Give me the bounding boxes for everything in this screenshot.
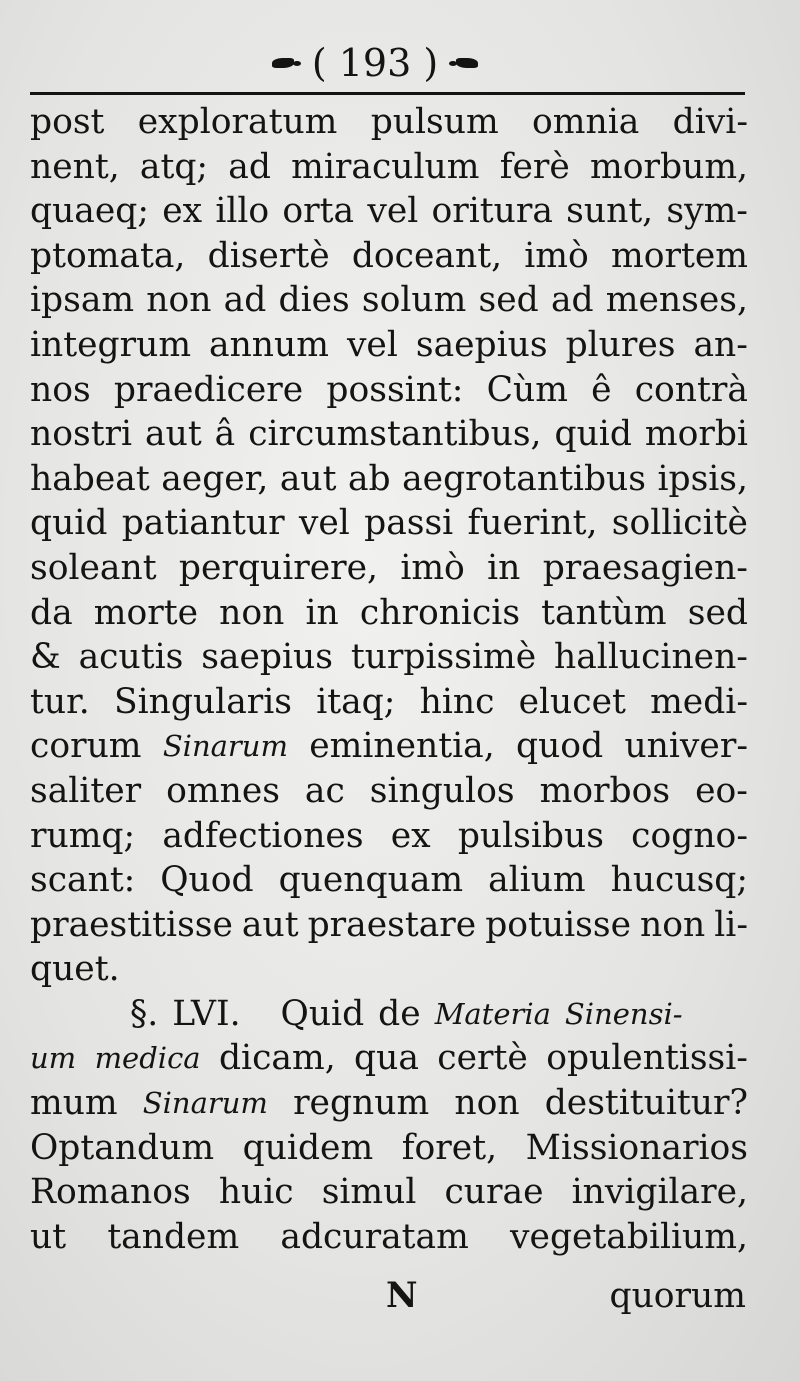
word: menses, bbox=[605, 280, 748, 321]
word: aut bbox=[145, 414, 202, 455]
word: adcuratam bbox=[280, 1216, 469, 1257]
word: morbos bbox=[539, 770, 671, 811]
word: ex bbox=[390, 815, 431, 856]
word: opulentissi- bbox=[546, 1038, 748, 1079]
word: qua bbox=[354, 1038, 419, 1079]
text-line bbox=[30, 858, 748, 903]
word: huic bbox=[218, 1172, 294, 1213]
word: orta bbox=[282, 191, 355, 232]
word: eminentia, bbox=[309, 726, 495, 767]
word: de bbox=[378, 993, 421, 1034]
text-line bbox=[30, 1126, 748, 1171]
word: ab bbox=[347, 458, 391, 499]
word: plures bbox=[565, 324, 676, 365]
word: singulos bbox=[369, 770, 515, 811]
word: ipsis, bbox=[657, 458, 748, 499]
word: elucet bbox=[518, 681, 626, 722]
word: acutis bbox=[78, 637, 184, 678]
italic-word: medica bbox=[94, 1041, 201, 1076]
word: oritura bbox=[431, 191, 553, 232]
word: possint: bbox=[326, 369, 464, 410]
word: solum bbox=[361, 280, 467, 321]
page-header bbox=[250, 38, 500, 88]
word: eo- bbox=[695, 770, 748, 811]
word: rumq; bbox=[30, 815, 136, 856]
word: chronicis bbox=[359, 592, 521, 633]
word: morte bbox=[93, 592, 199, 633]
text-line bbox=[30, 278, 748, 323]
word: Optandum bbox=[30, 1127, 215, 1168]
word: omnia bbox=[532, 102, 640, 142]
word: sed bbox=[687, 592, 748, 633]
text-line bbox=[30, 100, 748, 145]
word: tandem bbox=[107, 1216, 240, 1257]
word: Missionarios bbox=[525, 1127, 748, 1168]
word: perquirere, bbox=[178, 547, 379, 588]
word: Quod bbox=[160, 860, 254, 901]
word: Quid bbox=[280, 993, 365, 1034]
text-line bbox=[30, 724, 748, 769]
text-line bbox=[30, 947, 748, 992]
word: tantùm bbox=[541, 592, 667, 633]
word: in bbox=[305, 592, 339, 633]
word: simul bbox=[321, 1172, 417, 1213]
word: pulsum bbox=[370, 102, 499, 142]
text-line bbox=[30, 457, 748, 502]
text-line bbox=[30, 501, 748, 546]
word: hallucinen- bbox=[554, 637, 748, 678]
word: miraculum bbox=[291, 146, 480, 187]
word: aut bbox=[279, 458, 337, 499]
word: cogno- bbox=[631, 815, 748, 856]
word: non bbox=[454, 1083, 520, 1124]
word: curae bbox=[444, 1172, 544, 1213]
word: illo bbox=[215, 191, 270, 232]
catchword: quorum bbox=[609, 1276, 746, 1316]
word: praedicere bbox=[113, 369, 304, 410]
word: ut bbox=[30, 1216, 67, 1257]
right-ornament-icon bbox=[448, 55, 480, 71]
word: quid bbox=[554, 414, 632, 455]
header-rule bbox=[30, 92, 745, 95]
word: ad bbox=[550, 280, 594, 321]
text-line bbox=[30, 1081, 748, 1126]
word: morbum, bbox=[590, 146, 748, 187]
word: ac bbox=[304, 770, 345, 811]
text-line bbox=[30, 635, 748, 680]
word: potuisse bbox=[485, 904, 632, 945]
word: Cùm bbox=[486, 369, 568, 410]
word: integrum bbox=[30, 324, 192, 365]
text-line bbox=[30, 1215, 748, 1260]
word: praestitisse bbox=[30, 904, 233, 945]
word: omnes bbox=[166, 770, 280, 811]
word: â bbox=[214, 414, 236, 455]
word: vel bbox=[367, 191, 419, 232]
word: §. bbox=[130, 993, 159, 1034]
text-line bbox=[30, 323, 748, 368]
word: ipsam bbox=[30, 280, 135, 321]
word: ferè bbox=[499, 146, 570, 187]
word: ptomata, bbox=[30, 235, 186, 276]
word: non bbox=[640, 904, 706, 945]
page-footer bbox=[30, 1268, 748, 1318]
word: habeat bbox=[30, 458, 150, 499]
word: sym- bbox=[666, 191, 748, 232]
italic-word: Sinensi- bbox=[564, 996, 683, 1031]
word: vel bbox=[298, 503, 350, 544]
word: regnum bbox=[293, 1083, 430, 1124]
text-line bbox=[30, 992, 748, 1037]
text-line bbox=[30, 145, 748, 190]
text-line bbox=[30, 189, 748, 234]
word: destituitur? bbox=[544, 1083, 748, 1124]
word: ê bbox=[591, 369, 612, 410]
word: certè bbox=[437, 1038, 528, 1079]
word: non bbox=[219, 592, 285, 633]
text-line bbox=[30, 1170, 748, 1215]
text-line bbox=[30, 680, 748, 725]
word: imò bbox=[524, 235, 589, 276]
word: saliter bbox=[30, 770, 142, 811]
word: li- bbox=[714, 904, 748, 945]
word: dicam, bbox=[218, 1038, 336, 1079]
text-line bbox=[30, 368, 748, 413]
word: circumstantibus, bbox=[248, 414, 542, 455]
word: disertè bbox=[207, 235, 330, 276]
text-line bbox=[30, 591, 748, 636]
word: quaeq; bbox=[30, 191, 149, 232]
word: Singularis bbox=[113, 681, 292, 722]
word: an- bbox=[693, 324, 748, 365]
word: quenquam bbox=[278, 860, 464, 901]
text-line bbox=[30, 546, 748, 591]
word: praesagien- bbox=[542, 547, 748, 588]
word: alium bbox=[488, 860, 586, 901]
word: nos bbox=[30, 369, 91, 410]
word: atq; bbox=[139, 146, 209, 187]
body-text bbox=[30, 100, 748, 1259]
word: nent, bbox=[30, 146, 120, 187]
word: praestare bbox=[307, 904, 477, 945]
word: passi bbox=[364, 503, 454, 544]
word: invigilare, bbox=[571, 1172, 748, 1213]
word: LVI. bbox=[172, 993, 241, 1034]
word: aut bbox=[241, 904, 299, 945]
word: nostri bbox=[30, 414, 133, 455]
word: saepius bbox=[415, 324, 548, 365]
word: non bbox=[146, 280, 212, 321]
word: aegrotantibus bbox=[402, 458, 646, 499]
word: mortem bbox=[610, 235, 748, 276]
word: ad bbox=[223, 280, 267, 321]
word: foret, bbox=[401, 1127, 498, 1168]
word: sunt, bbox=[566, 191, 654, 232]
word: post bbox=[30, 102, 105, 142]
word: & bbox=[30, 637, 61, 678]
word: contrà bbox=[634, 369, 748, 410]
word: scant: bbox=[30, 860, 136, 901]
word: sed bbox=[478, 280, 539, 321]
word: Romanos bbox=[30, 1172, 191, 1213]
italic-word: um bbox=[30, 1041, 77, 1076]
word: annum bbox=[209, 324, 329, 365]
word: sollicitè bbox=[611, 503, 748, 544]
text-line bbox=[30, 412, 748, 457]
word: ex bbox=[162, 191, 203, 232]
word: quidem bbox=[242, 1127, 374, 1168]
word: tur. bbox=[30, 681, 90, 722]
word: vel bbox=[346, 324, 398, 365]
text-line bbox=[30, 814, 748, 859]
word: hinc bbox=[419, 681, 495, 722]
word: doceant, bbox=[351, 235, 503, 276]
italic-word: Materia bbox=[434, 996, 551, 1031]
word: quet. bbox=[30, 949, 120, 990]
italic-word: Sinarum bbox=[162, 729, 288, 764]
signature-mark: N bbox=[386, 1276, 418, 1316]
word: imò bbox=[400, 547, 465, 588]
word: saepius bbox=[201, 637, 333, 678]
word: exploratum bbox=[137, 102, 338, 142]
word: quod bbox=[516, 726, 604, 767]
word: mum bbox=[30, 1083, 118, 1124]
word: adfectiones bbox=[162, 815, 364, 856]
italic-word: Sinarum bbox=[142, 1086, 268, 1121]
word: itaq; bbox=[316, 681, 396, 722]
text-line bbox=[30, 1036, 748, 1081]
word: univer- bbox=[624, 726, 748, 767]
word: corum bbox=[30, 726, 142, 767]
word: quid bbox=[30, 503, 108, 544]
word: divi- bbox=[672, 102, 748, 142]
word: aeger, bbox=[161, 458, 269, 499]
left-ornament-icon bbox=[270, 55, 302, 71]
word: patiantur bbox=[121, 503, 285, 544]
text-line bbox=[30, 234, 748, 279]
text-line bbox=[30, 769, 748, 814]
text-line bbox=[30, 903, 748, 948]
page-number: ( 193 ) bbox=[311, 41, 439, 85]
word: da bbox=[30, 592, 73, 633]
word: morbi bbox=[644, 414, 748, 455]
word: hucusq; bbox=[610, 860, 748, 901]
word: medi- bbox=[650, 681, 748, 722]
word: dies bbox=[278, 280, 350, 321]
word: ad bbox=[228, 146, 271, 187]
word: soleant bbox=[30, 547, 157, 588]
word: pulsibus bbox=[457, 815, 604, 856]
word: turpissimè bbox=[350, 637, 537, 678]
word: in bbox=[487, 547, 521, 588]
word: fuerint, bbox=[467, 503, 598, 544]
word: vegetabilium, bbox=[510, 1216, 748, 1257]
